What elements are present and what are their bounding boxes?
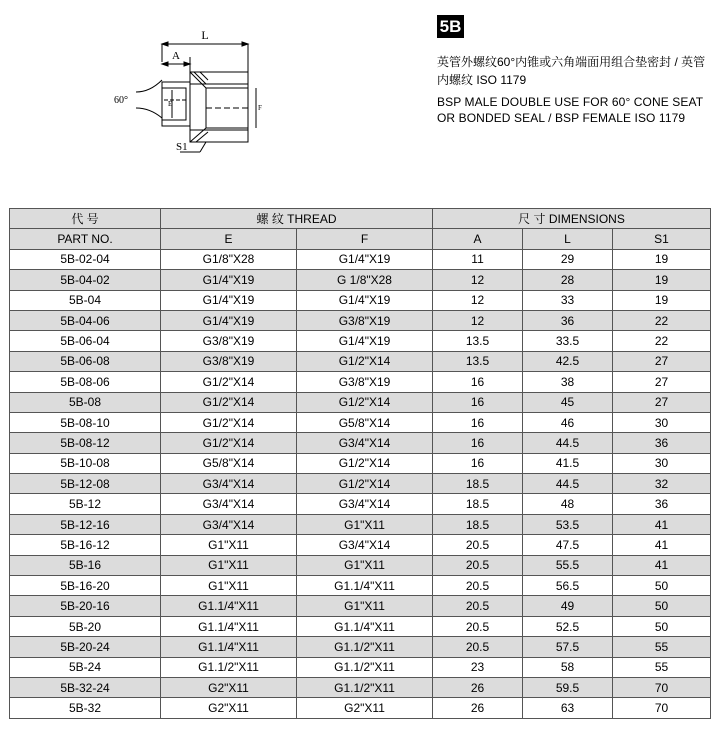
thread-e-cell: G1/4"X19 — [161, 270, 297, 290]
dim-l-cell: 53.5 — [523, 514, 613, 534]
dim-s1-cell: 27 — [613, 372, 711, 392]
dim-a-cell: 16 — [433, 392, 523, 412]
dim-s1-cell: 50 — [613, 616, 711, 636]
table-row — [10, 310, 711, 330]
part-no-cell: 5B-04 — [10, 290, 161, 310]
thread-f-cell: G3/8"X19 — [297, 310, 433, 330]
dim-a-cell: 13.5 — [433, 331, 523, 351]
thread-f-cell: G1/2"X14 — [297, 351, 433, 371]
thread-e-cell: G1/4"X19 — [161, 290, 297, 310]
thread-e-cell: G1.1/4"X11 — [161, 637, 297, 657]
thread-f-cell: G1.1/4"X11 — [297, 576, 433, 596]
dim-s1-cell: 19 — [613, 249, 711, 269]
part-no-cell: 5B-16-20 — [10, 576, 161, 596]
thread-f-cell: G3/4"X14 — [297, 535, 433, 555]
part-no-cell: 5B-16 — [10, 555, 161, 575]
table-row — [10, 474, 711, 494]
dim-s1-cell: 27 — [613, 392, 711, 412]
part-no-cell: 5B-32 — [10, 698, 161, 718]
thread-e-cell: G1/2"X14 — [161, 392, 297, 412]
thread-f-cell: G3/4"X14 — [297, 494, 433, 514]
dim-s1-cell: 19 — [613, 290, 711, 310]
table-row — [10, 270, 711, 290]
table-row — [10, 433, 711, 453]
dim-a-cell: 12 — [433, 290, 523, 310]
dim-l-cell: 46 — [523, 412, 613, 432]
thread-e-cell: G1.1/4"X11 — [161, 596, 297, 616]
part-no-cell: 5B-04-06 — [10, 310, 161, 330]
thread-e-cell: G1/8"X28 — [161, 249, 297, 269]
part-no-cell: 5B-12 — [10, 494, 161, 514]
label-E: E — [168, 100, 173, 108]
thread-e-cell: G2"X11 — [161, 698, 297, 718]
fitting-drawing — [110, 22, 270, 172]
dim-l-cell: 48 — [523, 494, 613, 514]
header-dimensions: 尺 寸 DIMENSIONS — [433, 209, 711, 229]
dim-s1-cell: 19 — [613, 270, 711, 290]
part-no-cell: 5B-20 — [10, 616, 161, 636]
label-angle: 60° — [114, 95, 128, 106]
part-no-cell: 5B-16-12 — [10, 535, 161, 555]
dim-l-cell: 45 — [523, 392, 613, 412]
table-row — [10, 372, 711, 392]
description-chinese: 英管外螺纹60°内锥或六角端面用组合垫密封 / 英管内螺纹 ISO 1179 — [437, 55, 706, 87]
dim-a-cell: 16 — [433, 433, 523, 453]
table-row — [10, 392, 711, 412]
table-row — [10, 453, 711, 473]
dim-l-cell: 63 — [523, 698, 613, 718]
thread-f-cell: G2"X11 — [297, 698, 433, 718]
table-row — [10, 514, 711, 534]
dim-a-cell: 20.5 — [433, 535, 523, 555]
thread-e-cell: G3/8"X19 — [161, 351, 297, 371]
header-col-f: F — [297, 229, 433, 249]
header-thread: 螺 纹 THREAD — [161, 209, 433, 229]
label-A: A — [172, 50, 180, 62]
thread-f-cell: G3/8"X19 — [297, 372, 433, 392]
dim-l-cell: 49 — [523, 596, 613, 616]
dim-l-cell: 33 — [523, 290, 613, 310]
dim-s1-cell: 41 — [613, 535, 711, 555]
label-L: L — [201, 28, 209, 42]
table-row — [10, 677, 711, 697]
thread-f-cell: G1"X11 — [297, 555, 433, 575]
dimension-table — [9, 208, 711, 719]
thread-e-cell: G1/4"X19 — [161, 310, 297, 330]
thread-e-cell: G3/4"X14 — [161, 494, 297, 514]
thread-f-cell: G1"X11 — [297, 514, 433, 534]
table-row — [10, 535, 711, 555]
thread-f-cell: G1.1/2"X11 — [297, 677, 433, 697]
table-row — [10, 351, 711, 371]
dim-s1-cell: 22 — [613, 310, 711, 330]
table-row — [10, 290, 711, 310]
thread-e-cell: G2"X11 — [161, 677, 297, 697]
thread-f-cell: G1.1/2"X11 — [297, 637, 433, 657]
thread-f-cell: G1/4"X19 — [297, 331, 433, 351]
dim-l-cell: 41.5 — [523, 453, 613, 473]
dim-a-cell: 26 — [433, 698, 523, 718]
part-no-cell: 5B-08-10 — [10, 412, 161, 432]
dim-a-cell: 16 — [433, 372, 523, 392]
thread-f-cell: G3/4"X14 — [297, 433, 433, 453]
description-english: BSP MALE DOUBLE USE FOR 60° CONE SEAT OR BONDED SEAL / BSP FEMALE ISO 1179 — [437, 95, 703, 125]
table-row — [10, 616, 711, 636]
dim-l-cell: 52.5 — [523, 616, 613, 636]
table-body — [10, 249, 711, 718]
dim-a-cell: 26 — [433, 677, 523, 697]
header-col-s1: S1 — [613, 229, 711, 249]
dim-a-cell: 12 — [433, 270, 523, 290]
dim-s1-cell: 41 — [613, 555, 711, 575]
thread-f-cell: G1/4"X19 — [297, 249, 433, 269]
thread-e-cell: G3/4"X14 — [161, 514, 297, 534]
dim-l-cell: 59.5 — [523, 677, 613, 697]
dim-a-cell: 20.5 — [433, 637, 523, 657]
dim-a-cell: 20.5 — [433, 555, 523, 575]
table-row — [10, 576, 711, 596]
part-no-cell: 5B-24 — [10, 657, 161, 677]
table-row — [10, 331, 711, 351]
part-no-cell: 5B-20-16 — [10, 596, 161, 616]
dim-s1-cell: 32 — [613, 474, 711, 494]
thread-e-cell: G3/8"X19 — [161, 331, 297, 351]
part-no-cell: 5B-08-06 — [10, 372, 161, 392]
series-badge: 5B — [437, 15, 464, 38]
dim-a-cell: 11 — [433, 249, 523, 269]
dim-a-cell: 20.5 — [433, 576, 523, 596]
dim-l-cell: 56.5 — [523, 576, 613, 596]
table-row — [10, 698, 711, 718]
dim-l-cell: 29 — [523, 249, 613, 269]
dim-s1-cell: 50 — [613, 576, 711, 596]
dim-l-cell: 47.5 — [523, 535, 613, 555]
thread-f-cell: G1.1/2"X11 — [297, 657, 433, 677]
thread-e-cell: G1/2"X14 — [161, 372, 297, 392]
dim-l-cell: 28 — [523, 270, 613, 290]
dim-l-cell: 42.5 — [523, 351, 613, 371]
thread-f-cell: G1/4"X19 — [297, 290, 433, 310]
dim-s1-cell: 27 — [613, 351, 711, 371]
table-row — [10, 637, 711, 657]
thread-e-cell: G1"X11 — [161, 535, 297, 555]
header-col-a: A — [433, 229, 523, 249]
thread-e-cell: G1/2"X14 — [161, 433, 297, 453]
part-no-cell: 5B-10-08 — [10, 453, 161, 473]
table-row — [10, 249, 711, 269]
thread-e-cell: G1.1/2"X11 — [161, 657, 297, 677]
dim-a-cell: 18.5 — [433, 514, 523, 534]
thread-e-cell: G1"X11 — [161, 576, 297, 596]
header-col-l: L — [523, 229, 613, 249]
part-no-cell: 5B-32-24 — [10, 677, 161, 697]
dim-a-cell: 20.5 — [433, 596, 523, 616]
dim-a-cell: 23 — [433, 657, 523, 677]
dim-l-cell: 33.5 — [523, 331, 613, 351]
part-no-cell: 5B-08-12 — [10, 433, 161, 453]
thread-f-cell: G1.1/4"X11 — [297, 616, 433, 636]
dim-a-cell: 18.5 — [433, 494, 523, 514]
thread-e-cell: G1/2"X14 — [161, 412, 297, 432]
dim-l-cell: 58 — [523, 657, 613, 677]
thread-f-cell: G1/2"X14 — [297, 453, 433, 473]
thread-f-cell: G1"X11 — [297, 596, 433, 616]
dim-a-cell: 13.5 — [433, 351, 523, 371]
dim-s1-cell: 50 — [613, 596, 711, 616]
dim-s1-cell: 30 — [613, 453, 711, 473]
dim-s1-cell: 22 — [613, 331, 711, 351]
dim-s1-cell: 41 — [613, 514, 711, 534]
dim-a-cell: 18.5 — [433, 474, 523, 494]
label-F: F — [258, 104, 262, 112]
table-row — [10, 657, 711, 677]
part-no-cell: 5B-06-08 — [10, 351, 161, 371]
header-col-e: E — [161, 229, 297, 249]
dim-s1-cell: 30 — [613, 412, 711, 432]
part-no-cell: 5B-12-08 — [10, 474, 161, 494]
table-row — [10, 412, 711, 432]
part-no-cell: 5B-02-04 — [10, 249, 161, 269]
dim-a-cell: 16 — [433, 412, 523, 432]
thread-e-cell: G1"X11 — [161, 555, 297, 575]
thread-e-cell: G5/8"X14 — [161, 453, 297, 473]
dim-s1-cell: 36 — [613, 494, 711, 514]
part-no-cell: 5B-06-04 — [10, 331, 161, 351]
thread-f-cell: G 1/8"X28 — [297, 270, 433, 290]
dim-s1-cell: 36 — [613, 433, 711, 453]
thread-f-cell: G5/8"X14 — [297, 412, 433, 432]
part-no-cell: 5B-04-02 — [10, 270, 161, 290]
dim-l-cell: 36 — [523, 310, 613, 330]
dim-s1-cell: 55 — [613, 637, 711, 657]
dim-l-cell: 44.5 — [523, 474, 613, 494]
dim-s1-cell: 55 — [613, 657, 711, 677]
dim-l-cell: 57.5 — [523, 637, 613, 657]
header-part-no: PART NO. — [10, 229, 161, 249]
thread-e-cell: G3/4"X14 — [161, 474, 297, 494]
part-no-cell: 5B-08 — [10, 392, 161, 412]
dim-l-cell: 44.5 — [523, 433, 613, 453]
part-no-cell: 5B-12-16 — [10, 514, 161, 534]
thread-f-cell: G1/2"X14 — [297, 474, 433, 494]
dim-s1-cell: 70 — [613, 698, 711, 718]
header-code-cn: 代 号 — [10, 209, 161, 229]
dim-a-cell: 20.5 — [433, 616, 523, 636]
part-no-cell: 5B-20-24 — [10, 637, 161, 657]
thread-e-cell: G1.1/4"X11 — [161, 616, 297, 636]
table-row — [10, 596, 711, 616]
table-row — [10, 555, 711, 575]
table-row — [10, 494, 711, 514]
dim-a-cell: 12 — [433, 310, 523, 330]
dim-l-cell: 55.5 — [523, 555, 613, 575]
dim-a-cell: 16 — [433, 453, 523, 473]
label-S1: S1 — [176, 141, 188, 153]
dim-s1-cell: 70 — [613, 677, 711, 697]
dim-l-cell: 38 — [523, 372, 613, 392]
thread-f-cell: G1/2"X14 — [297, 392, 433, 412]
